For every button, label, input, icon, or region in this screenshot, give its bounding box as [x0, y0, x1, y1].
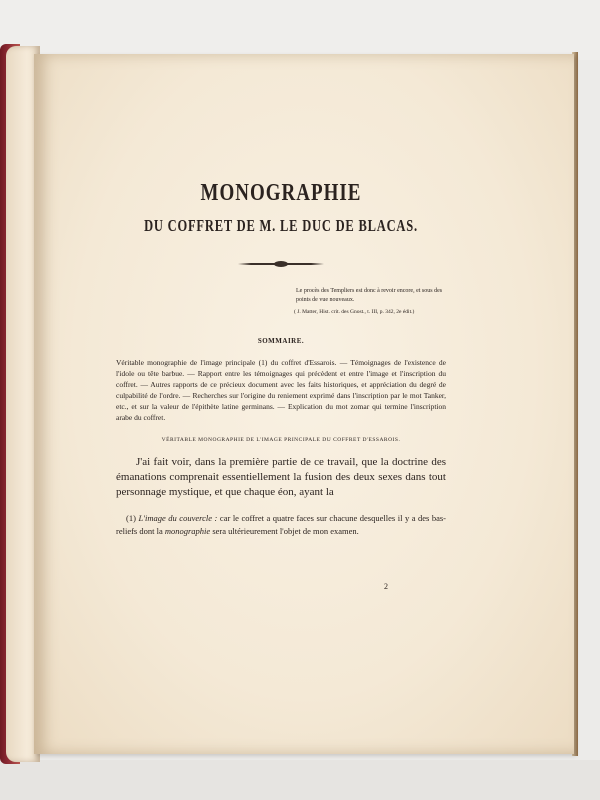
background-top [0, 0, 600, 60]
footnote-term: monographie [164, 526, 211, 536]
body-paragraph: J'ai fait voir, dans la première partie de ce travail, que la doctrine des émanations comprenait essentiellement la fusion des deux sexes dans tout personnage mystique, et que chaque éon, ayant la [116, 456, 446, 498]
epigraph: Le procès des Templiers est donc à revoir encore, et sous des points de vue nouveaux. [296, 288, 443, 303]
sommaire-text: Véritable monographie de l'image principale (1) du coffret d'Essarois. — Témoignages de l'existence de l'idole ou tête barbue. — Rapport entre les témoignages qui précèdent et entre l'image et l'inscription du coffret. — Autres rapports de ce précieux document avec les faits historiques, et appréciation du degré de culpabilité de l'ordre. — Recherches sur l'origine du reniement exprimé dans l'inscription par le mot Tanker, etc., et sur la valeur de l'épithète latine germinans. — Explication du mot zomar qui termine l'inscription arabe du coffret. [116, 358, 446, 422]
ornamental-rule [238, 263, 324, 265]
epigraph-source: ( J. Matter, Hist. crit. des Gnost., t. III, p. 342, 2e édit.) [294, 309, 415, 315]
footnote-label: L'image du couvercle : [138, 513, 218, 523]
page-subtitle: DU COFFRET DE M. LE DUC DE BLACAS. [144, 216, 418, 235]
page-content [116, 180, 446, 538]
footnote [116, 512, 446, 538]
page-title: MONOGRAPHIE [200, 180, 362, 207]
signature-mark: 2 [384, 582, 388, 591]
footnote-text-before: car le coffret a quatre faces sur chacune desquelles il y a des bas-reliefs dont la [116, 513, 447, 536]
footnote-text-after: sera ultérieurement l'objet de mon examen. [212, 526, 359, 536]
background-bottom [0, 760, 600, 800]
section-heading: VÉRITABLE MONOGRAPHIE DE L'IMAGE PRINCIPALE DU COFFRET D'ESSAROIS. [161, 437, 401, 443]
footnote-marker: (1) [126, 513, 136, 523]
sommaire-heading: SOMMAIRE. [257, 337, 305, 345]
